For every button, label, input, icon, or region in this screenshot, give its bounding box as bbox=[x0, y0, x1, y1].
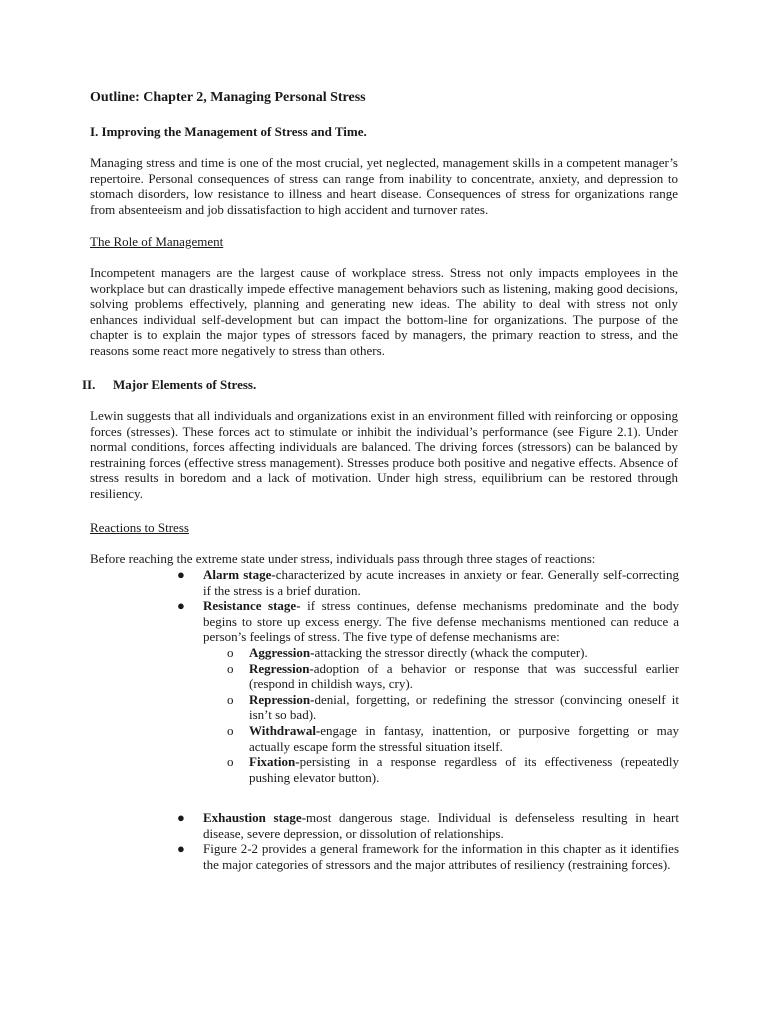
stage-list bbox=[177, 567, 679, 785]
item-text: adoption of a behavior or response that was successful earlier (respond in childish ways, cry). bbox=[249, 660, 679, 692]
item-text: persisting in a response regardless of its effectiveness (repeatedly pushing elevator button). bbox=[249, 754, 679, 785]
item-term: Aggression- bbox=[249, 644, 315, 660]
item-term: Exhaustion stage- bbox=[203, 810, 307, 825]
reactions-intro: Before reaching the extreme state under stress, individuals pass through three stages of reactions: bbox=[90, 551, 596, 566]
item-text: Figure 2-2 provides a general framework for the information in this chapter as it identifies the major categories of stressors and the major attributes of resiliency (restraining forces). bbox=[203, 841, 679, 872]
section-1-paragraph-1: Managing stress and time is one of the most crucial, yet neglected, management skills in a competent manager’s repertoire. Personal consequences of stress can range from inability to concentrate, anxiety, and depression to stomach disorders, low resistance to illness and heart disease. Consequences of stress for organizations range from absenteeism and job dissatisfaction to high accident and turnover rates. bbox=[90, 155, 678, 217]
circle-bullet-icon: o bbox=[227, 722, 234, 738]
circle-bullet-icon: o bbox=[227, 754, 234, 770]
bullet-icon: ● bbox=[177, 567, 185, 582]
item-term: Regression- bbox=[249, 660, 314, 676]
section-2-paragraph-1: Lewin suggests that all individuals and organizations exist in an environment filled with reinforcing or opposing forces (stresses). These forces act to stimulate or inhibit the individual’s performance (see Figure 2.1). Under normal conditions, forces affecting individuals are balanced. The driving forces (stressors) can be balanced by restraining forces (effective stress management). Stresses produce both positive and negative effects. Absence of stress results in boredom and a lack of motivation. Under high stress, equilibrium can be restored through resiliency. bbox=[90, 408, 678, 501]
list-item bbox=[177, 567, 679, 598]
item-term: Withdrawal- bbox=[249, 722, 321, 738]
item-term: Fixation- bbox=[249, 754, 300, 770]
item-text: denial, forgetting, or redefining the stressor (convincing oneself it isn’t so bad). bbox=[249, 691, 679, 723]
list-item bbox=[177, 810, 679, 841]
list-item bbox=[177, 598, 679, 785]
list-item bbox=[227, 691, 679, 723]
list-item bbox=[177, 841, 679, 872]
bullet-icon: ● bbox=[177, 810, 185, 825]
item-text: attacking the stressor directly (whack the computer). bbox=[314, 644, 588, 660]
circle-bullet-icon: o bbox=[227, 691, 234, 707]
list-item bbox=[227, 754, 679, 785]
stage-list-continued bbox=[177, 810, 679, 872]
defense-mechanism-list bbox=[203, 645, 679, 785]
bullet-icon: ● bbox=[177, 598, 185, 614]
list-item bbox=[227, 644, 679, 661]
circle-bullet-icon: o bbox=[227, 644, 234, 660]
section-2-number: II. bbox=[82, 377, 96, 392]
list-item bbox=[227, 722, 679, 754]
bullet-icon: ● bbox=[177, 841, 185, 857]
item-term: Repression- bbox=[249, 691, 315, 707]
circle-bullet-icon: o bbox=[227, 660, 234, 676]
list-item bbox=[227, 660, 679, 692]
section-1-heading: I. Improving the Management of Stress and Time. bbox=[90, 124, 367, 139]
item-term: Alarm stage- bbox=[203, 567, 276, 582]
section-1-paragraph-2: Incompetent managers are the largest cause of workplace stress. Stress not only impacts employees in the workplace but can drastically impede effective management behaviors such as listening, making good decisions, solving problems effectively, planning and generating new ideas. The ability to deal with stress not only enhances individual self-development but can impact the bottom-line for organizations. The purpose of the chapter is to explain the major types of stressors faced by managers, the primary reaction to stress, and the reasons some react more negatively to stress than others. bbox=[90, 265, 678, 358]
role-of-management-subheading: The Role of Management bbox=[90, 234, 224, 249]
item-text: if stress continues, defense mechanisms predominate and the body begins to store up excess energy. The five defense mechanisms mentioned can reduce a person’s feelings of stress. The five type of defense mechanisms are: bbox=[203, 598, 679, 645]
item-text: characterized by acute increases in anxiety or fear. Generally self-correcting if the stress is a brief duration. bbox=[203, 567, 679, 598]
item-text: most dangerous stage. Individual is defenseless resulting in heart disease, severe depression, or dissolution of relationships. bbox=[203, 810, 679, 841]
page-title: Outline: Chapter 2, Managing Personal Stress bbox=[90, 90, 366, 105]
item-text: engage in fantasy, inattention, or purposive forgetting or may actually escape form the stressful situation itself. bbox=[249, 722, 679, 754]
reactions-to-stress-subheading: Reactions to Stress bbox=[90, 520, 189, 535]
section-2-heading-text: Major Elements of Stress. bbox=[113, 377, 257, 392]
section-2-heading bbox=[82, 377, 670, 393]
item-term: Resistance stage- bbox=[203, 598, 301, 614]
